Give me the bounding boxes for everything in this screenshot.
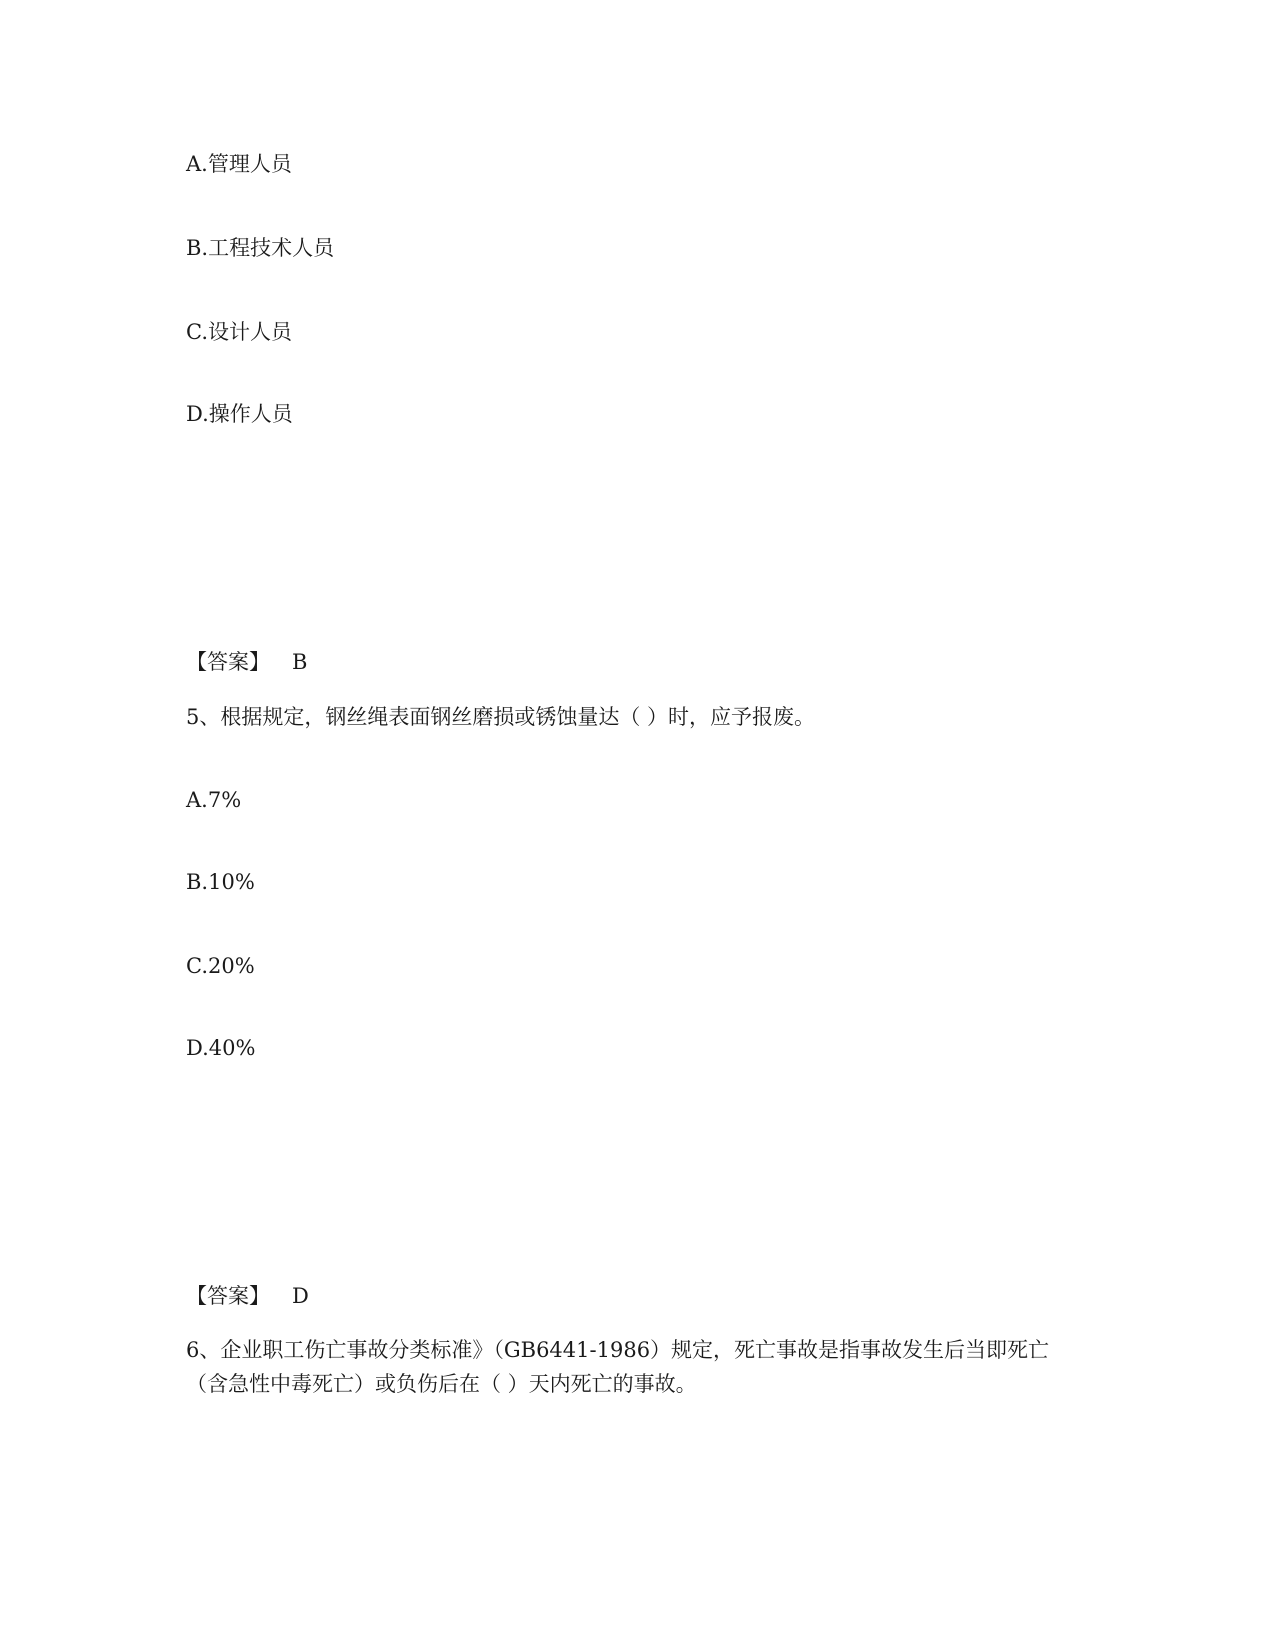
q5-answer bbox=[186, 1280, 309, 1312]
q5-option-b: B.10% bbox=[186, 870, 255, 894]
answer-label: 【答案】 bbox=[186, 1284, 270, 1308]
q5-option-a: A.7% bbox=[186, 788, 242, 812]
q4-answer bbox=[186, 646, 307, 678]
q4-option-d: D.操作人员 bbox=[186, 402, 293, 426]
answer-value: B bbox=[292, 650, 308, 674]
answer-value: D bbox=[292, 1284, 309, 1308]
q4-option-a: A.管理人员 bbox=[186, 152, 292, 176]
q5-option-c: C.20% bbox=[186, 954, 255, 978]
q6-question-text: 6、企业职工伤亡事故分类标准》（GB6441-1986）规定，死亡事故是指事故发生后当即死亡（含急性中毒死亡）或负伤后在（ ）天内死亡的事故。 bbox=[186, 1338, 1050, 1396]
q4-option-b: B.工程技术人员 bbox=[186, 236, 335, 260]
answer-label: 【答案】 bbox=[186, 650, 270, 674]
q5-question-text: 5、根据规定，钢丝绳表面钢丝磨损或锈蚀量达（ ）时，应予报废。 bbox=[186, 705, 816, 729]
q5-option-d: D.40% bbox=[186, 1036, 256, 1060]
q4-option-c: C.设计人员 bbox=[186, 320, 292, 344]
